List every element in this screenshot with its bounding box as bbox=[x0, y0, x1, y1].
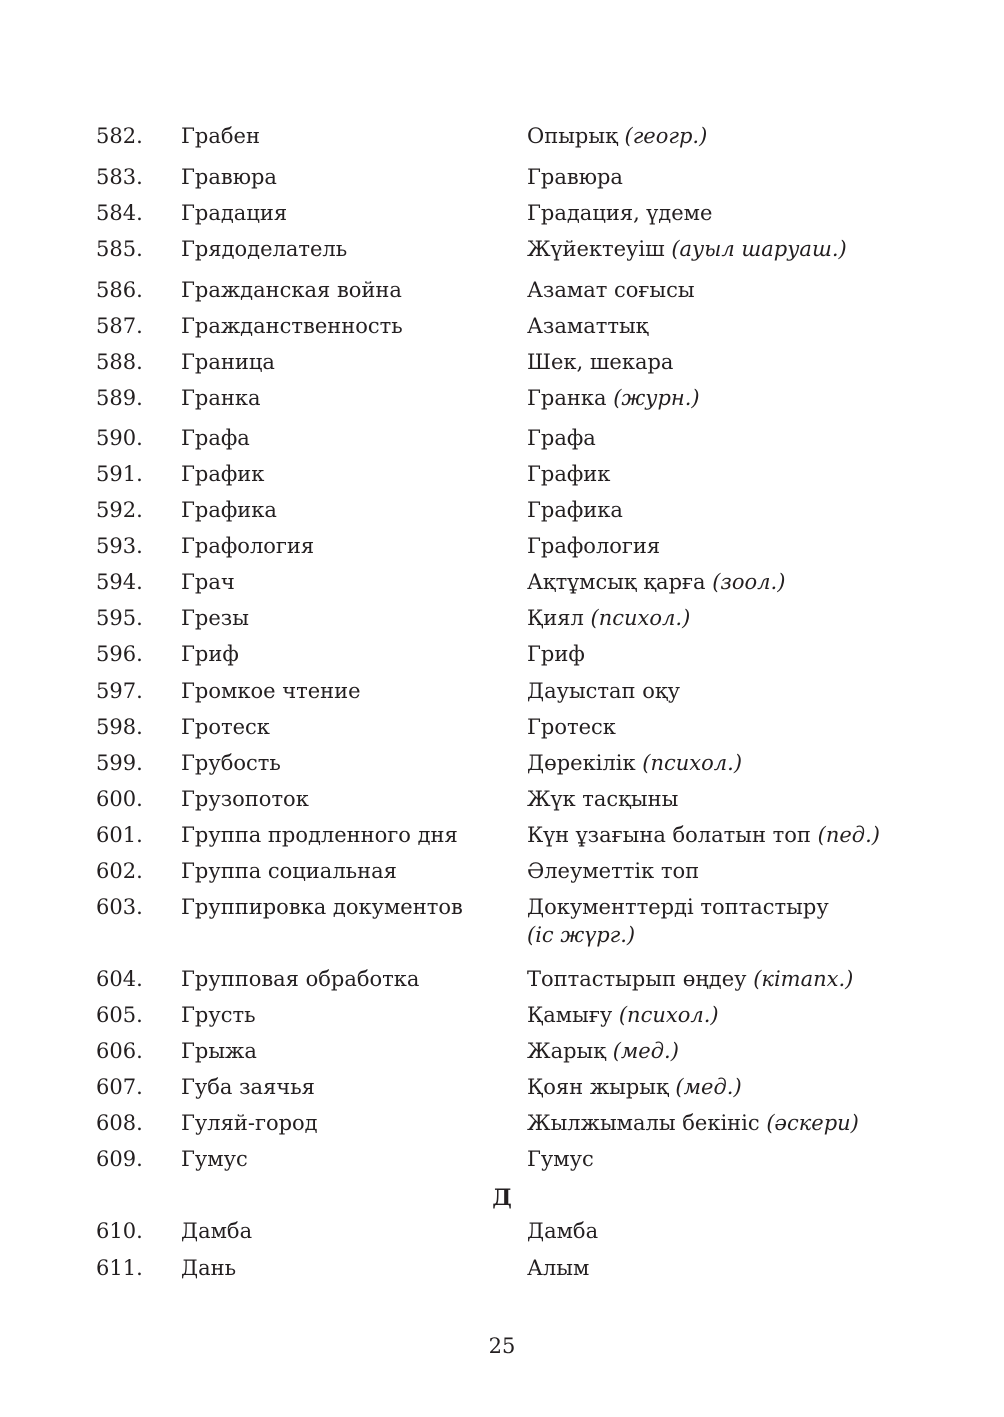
field-abbreviation: (психол.) bbox=[590, 606, 691, 630]
entry-number: 583. bbox=[96, 165, 143, 189]
entry-number: 585. bbox=[96, 237, 143, 261]
kazakh-term bbox=[527, 893, 922, 949]
kazakh-term bbox=[527, 677, 922, 705]
russian-term: Графика bbox=[181, 498, 277, 522]
entry-number: 605. bbox=[96, 1003, 143, 1027]
russian-term: Громкое чтение bbox=[181, 679, 361, 703]
kazakh-term-text: Азаматтық bbox=[527, 314, 649, 338]
kazakh-term-text: Графика bbox=[527, 498, 623, 522]
kazakh-term-text: Гранка bbox=[527, 386, 607, 410]
russian-term: Градация bbox=[181, 201, 288, 225]
entry-number: 610. bbox=[96, 1219, 143, 1243]
kazakh-term bbox=[527, 1217, 922, 1245]
entry-number: 602. bbox=[96, 859, 143, 883]
russian-term: Гриф bbox=[181, 642, 239, 666]
kazakh-term bbox=[527, 821, 922, 849]
russian-term: Графология bbox=[181, 534, 315, 558]
entry-number: 582. bbox=[96, 124, 143, 148]
entry-number: 584. bbox=[96, 201, 143, 225]
entry-number: 609. bbox=[96, 1147, 143, 1171]
russian-term: Гуляй-город bbox=[181, 1111, 318, 1135]
kazakh-term bbox=[527, 348, 922, 376]
kazakh-term-text: Қоян жырық bbox=[527, 1075, 669, 1099]
kazakh-term-text: Топтастырып өңдеу bbox=[527, 967, 747, 991]
glossary-entry bbox=[96, 1217, 916, 1245]
kazakh-term-text: График bbox=[527, 462, 611, 486]
glossary-entry bbox=[96, 1037, 916, 1065]
kazakh-term-text: Графа bbox=[527, 426, 596, 450]
kazakh-term-text: Жүк тасқыны bbox=[527, 787, 679, 811]
kazakh-term-text: Дауыстап оқу bbox=[527, 679, 680, 703]
glossary-entry bbox=[96, 424, 916, 452]
russian-term: Грач bbox=[181, 570, 235, 594]
glossary-entry bbox=[96, 460, 916, 488]
field-abbreviation: (мед.) bbox=[675, 1075, 742, 1099]
russian-term: Группа продленного дня bbox=[181, 823, 458, 847]
glossary-entry bbox=[96, 713, 916, 741]
glossary-entry bbox=[96, 1001, 916, 1029]
field-abbreviation: (журн.) bbox=[613, 386, 700, 410]
russian-term: Гранка bbox=[181, 386, 261, 410]
kazakh-term bbox=[527, 1037, 922, 1065]
russian-term: Графа bbox=[181, 426, 250, 450]
kazakh-term bbox=[527, 1001, 922, 1029]
kazakh-term bbox=[527, 965, 922, 993]
kazakh-term-text: Графология bbox=[527, 534, 661, 558]
kazakh-term-text: Опырық bbox=[527, 124, 618, 148]
glossary-entry bbox=[96, 496, 916, 524]
entry-number: 608. bbox=[96, 1111, 143, 1135]
kazakh-term bbox=[527, 163, 922, 191]
russian-term: Грабен bbox=[181, 124, 260, 148]
kazakh-term-text: Қиял bbox=[527, 606, 584, 630]
kazakh-term-text: Градация, үдеме bbox=[527, 201, 713, 225]
entry-number: 601. bbox=[96, 823, 143, 847]
entry-number: 590. bbox=[96, 426, 143, 450]
kazakh-term bbox=[527, 122, 922, 150]
entry-number: 588. bbox=[96, 350, 143, 374]
glossary-entry bbox=[96, 276, 916, 304]
russian-term: Грузопоток bbox=[181, 787, 309, 811]
kazakh-term bbox=[527, 713, 922, 741]
glossary-entry bbox=[96, 1073, 916, 1101]
russian-term: Грусть bbox=[181, 1003, 256, 1027]
entry-number: 598. bbox=[96, 715, 143, 739]
entry-number: 595. bbox=[96, 606, 143, 630]
glossary-entry bbox=[96, 384, 916, 412]
russian-term: Гумус bbox=[181, 1147, 248, 1171]
kazakh-term bbox=[527, 424, 922, 452]
entry-number: 611. bbox=[96, 1256, 143, 1280]
entry-number: 597. bbox=[96, 679, 143, 703]
kazakh-term-text: Жүйектеуіш bbox=[527, 237, 665, 261]
russian-term: Грезы bbox=[181, 606, 249, 630]
kazakh-term bbox=[527, 749, 922, 777]
kazakh-term bbox=[527, 1073, 922, 1101]
russian-term: Дань bbox=[181, 1256, 237, 1280]
entry-number: 592. bbox=[96, 498, 143, 522]
russian-term: График bbox=[181, 462, 265, 486]
field-abbreviation: (мед.) bbox=[612, 1039, 679, 1063]
russian-term: Гражданская война bbox=[181, 278, 402, 302]
glossary-entry bbox=[96, 893, 916, 949]
glossary-entry bbox=[96, 532, 916, 560]
glossary-entry bbox=[96, 857, 916, 885]
field-abbreviation: (психол.) bbox=[618, 1003, 719, 1027]
glossary-entry bbox=[96, 1145, 916, 1173]
glossary-entry bbox=[96, 199, 916, 227]
field-abbreviation: (зоол.) bbox=[712, 570, 786, 594]
kazakh-term bbox=[527, 604, 922, 632]
entry-number: 593. bbox=[96, 534, 143, 558]
russian-term: Граница bbox=[181, 350, 275, 374]
kazakh-term-text: Дөрекілік bbox=[527, 751, 636, 775]
entry-number: 603. bbox=[96, 895, 143, 919]
page-number: 25 bbox=[488, 1334, 516, 1358]
field-abbreviation: (геогр.) bbox=[624, 124, 708, 148]
glossary-entry bbox=[96, 568, 916, 596]
kazakh-term bbox=[527, 384, 922, 412]
glossary-entry bbox=[96, 163, 916, 191]
kazakh-term bbox=[527, 1254, 922, 1282]
russian-term: Гражданственность bbox=[181, 314, 403, 338]
entry-number: 591. bbox=[96, 462, 143, 486]
kazakh-term bbox=[527, 1145, 922, 1173]
glossary-entry bbox=[96, 749, 916, 777]
glossary-entry bbox=[96, 785, 916, 813]
field-abbreviation: (ауыл шаруаш.) bbox=[671, 237, 847, 261]
kazakh-term bbox=[527, 496, 922, 524]
kazakh-term bbox=[527, 312, 922, 340]
kazakh-term-text: Гриф bbox=[527, 642, 585, 666]
kazakh-term bbox=[527, 235, 922, 263]
russian-term: Грубость bbox=[181, 751, 281, 775]
section-letter-heading: Д bbox=[492, 1185, 512, 1211]
glossary-entry bbox=[96, 821, 916, 849]
kazakh-term-text: Дамба bbox=[527, 1219, 599, 1243]
glossary-entry bbox=[96, 312, 916, 340]
russian-term: Группировка документов bbox=[181, 895, 463, 919]
russian-term: Грыжа bbox=[181, 1039, 257, 1063]
kazakh-term-text: Гумус bbox=[527, 1147, 594, 1171]
entry-number: 594. bbox=[96, 570, 143, 594]
kazakh-term-text: Әлеуметтік топ bbox=[527, 859, 700, 883]
entry-number: 599. bbox=[96, 751, 143, 775]
kazakh-term bbox=[527, 532, 922, 560]
glossary-entry bbox=[96, 1254, 916, 1282]
field-abbreviation: (іс жүрг.) bbox=[527, 923, 636, 947]
kazakh-term-text: Гравюра bbox=[527, 165, 623, 189]
russian-term: Групповая обработка bbox=[181, 967, 420, 991]
entry-number: 606. bbox=[96, 1039, 143, 1063]
entry-number: 607. bbox=[96, 1075, 143, 1099]
glossary-entry bbox=[96, 640, 916, 668]
glossary-entry bbox=[96, 348, 916, 376]
entry-number: 587. bbox=[96, 314, 143, 338]
kazakh-term-text: Шек, шекара bbox=[527, 350, 674, 374]
entry-number: 600. bbox=[96, 787, 143, 811]
russian-term: Гравюра bbox=[181, 165, 277, 189]
field-abbreviation: (пед.) bbox=[817, 823, 880, 847]
russian-term: Грядоделатель bbox=[181, 237, 348, 261]
kazakh-term-text: Ақтұмсық қарға bbox=[527, 570, 706, 594]
field-abbreviation: (кітапх.) bbox=[753, 967, 854, 991]
kazakh-term-text: Жарық bbox=[527, 1039, 606, 1063]
glossary-entry bbox=[96, 122, 916, 150]
entry-number: 586. bbox=[96, 278, 143, 302]
russian-term: Группа социальная bbox=[181, 859, 397, 883]
kazakh-term bbox=[527, 568, 922, 596]
kazakh-term bbox=[527, 276, 922, 304]
entry-number: 589. bbox=[96, 386, 143, 410]
russian-term: Гротеск bbox=[181, 715, 270, 739]
kazakh-term-text: Күн ұзағына болатын топ bbox=[527, 823, 811, 847]
kazakh-term bbox=[527, 199, 922, 227]
kazakh-term bbox=[527, 640, 922, 668]
glossary-entry bbox=[96, 604, 916, 632]
kazakh-term-text: Азамат соғысы bbox=[527, 278, 695, 302]
field-abbreviation: (әскери) bbox=[766, 1111, 859, 1135]
kazakh-term-text: Гротеск bbox=[527, 715, 616, 739]
kazakh-term-text: Жылжымалы бекініс bbox=[527, 1111, 760, 1135]
field-abbreviation: (психол.) bbox=[642, 751, 743, 775]
russian-term: Дамба bbox=[181, 1219, 253, 1243]
glossary-entry bbox=[96, 235, 916, 263]
kazakh-term-text: Алым bbox=[527, 1256, 590, 1280]
glossary-entry bbox=[96, 1109, 916, 1137]
kazakh-term bbox=[527, 460, 922, 488]
kazakh-term-text: Қамығу bbox=[527, 1003, 613, 1027]
kazakh-term bbox=[527, 857, 922, 885]
glossary-entry bbox=[96, 965, 916, 993]
glossary-entry bbox=[96, 677, 916, 705]
kazakh-term bbox=[527, 785, 922, 813]
russian-term: Губа заячья bbox=[181, 1075, 315, 1099]
entry-number: 596. bbox=[96, 642, 143, 666]
entry-number: 604. bbox=[96, 967, 143, 991]
kazakh-term bbox=[527, 1109, 922, 1137]
kazakh-term-text: Документтерді топтастыру bbox=[527, 895, 829, 919]
